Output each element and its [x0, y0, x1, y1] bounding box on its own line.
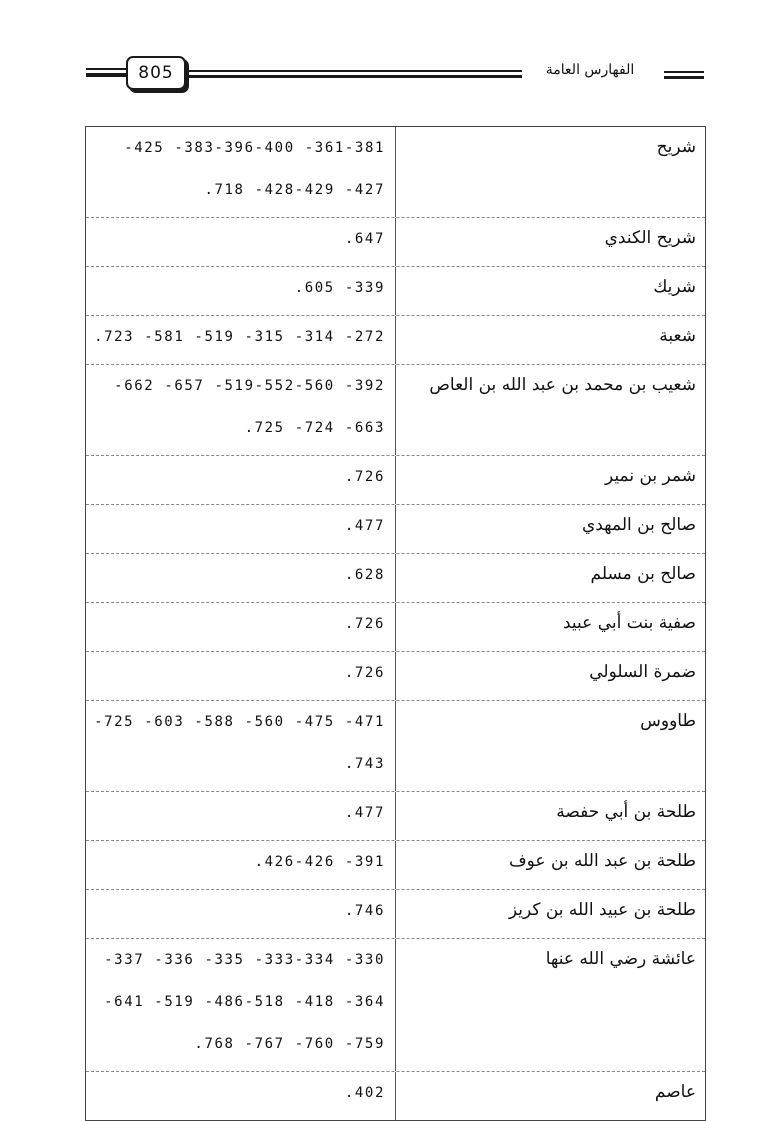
entry-pages — [86, 365, 395, 455]
entry-name: شعيب بن محمد بن عبد الله بن العاص — [395, 365, 705, 455]
entry-pages — [86, 603, 395, 651]
entry-name: عاصم — [395, 1072, 705, 1120]
entry-pages — [86, 939, 395, 1071]
page-refs-line: 361-381- 383-396-400- 425- — [124, 140, 385, 156]
entry-pages — [86, 841, 395, 889]
entry-pages — [86, 267, 395, 315]
index-row — [86, 602, 705, 651]
index-row — [86, 840, 705, 889]
index-row — [86, 889, 705, 938]
page-refs-line: 427- 428-429- 718. — [204, 182, 385, 198]
index-row — [86, 553, 705, 602]
entry-name: شمر بن نمير — [395, 456, 705, 504]
entry-name: شريح — [395, 127, 705, 217]
entry-pages — [86, 218, 395, 266]
page-refs-line: 759- 760- 767- 768. — [194, 1036, 385, 1052]
index-row — [86, 127, 705, 217]
page-refs-line: 391- 426-426. — [254, 854, 385, 870]
page-refs-line: 726. — [344, 469, 385, 485]
entry-pages — [86, 701, 395, 791]
index-row — [86, 364, 705, 455]
page-refs-line: 364- 418- 486-518- 519- 641- — [104, 994, 385, 1010]
entry-name: ضمرة السلولي — [395, 652, 705, 700]
entry-pages — [86, 554, 395, 602]
entry-name: صالح بن مسلم — [395, 554, 705, 602]
index-row — [86, 651, 705, 700]
index-row — [86, 791, 705, 840]
running-header-title: الفهارس العامة — [545, 62, 635, 78]
entry-pages — [86, 792, 395, 840]
index-table — [85, 126, 706, 1121]
entry-name: صفية بنت أبي عبيد — [395, 603, 705, 651]
page-refs-line: 726. — [344, 616, 385, 632]
page-refs-line: 477. — [344, 518, 385, 534]
entry-name: صالح بن المهدي — [395, 505, 705, 553]
page-refs-line: 743. — [344, 756, 385, 772]
page-refs-line: 402. — [344, 1085, 385, 1101]
index-row — [86, 315, 705, 364]
entry-name: عائشة رضي الله عنها — [395, 939, 705, 1071]
entry-name: شريح الكندي — [395, 218, 705, 266]
page-refs-line: 471- 475- 560- 588- 603- 725- — [94, 714, 385, 730]
page-refs-line: 746. — [344, 903, 385, 919]
page-refs-line: 330- 333-334- 335- 336- 337- — [104, 952, 385, 968]
page-refs-line: 726. — [344, 665, 385, 681]
index-row — [86, 700, 705, 791]
entry-name: شعبة — [395, 316, 705, 364]
header-rule-middle — [186, 70, 522, 72]
index-row — [86, 1071, 705, 1120]
header-rule-left — [86, 73, 128, 77]
entry-name: شريك — [395, 267, 705, 315]
page-refs-line: 272- 314- 315- 519- 581- 723. — [94, 329, 385, 345]
entry-pages — [86, 652, 395, 700]
index-row — [86, 504, 705, 553]
index-row — [86, 266, 705, 315]
index-row — [86, 455, 705, 504]
entry-pages — [86, 505, 395, 553]
entry-name: طاووس — [395, 701, 705, 791]
page-refs-line: 392- 519-552-560- 657- 662- — [114, 378, 385, 394]
entry-name: طلحة بن عبد الله بن عوف — [395, 841, 705, 889]
page-refs-line: 339- 605. — [294, 280, 385, 296]
header-rule-middle — [186, 75, 522, 78]
page-number: 805 — [126, 56, 186, 90]
entry-pages — [86, 1072, 395, 1120]
page-refs-line: 647. — [344, 231, 385, 247]
entry-name: طلحة بن عبيد الله بن كريز — [395, 890, 705, 938]
header-rule-left — [86, 68, 128, 70]
header-rule-right — [664, 76, 704, 79]
index-row — [86, 217, 705, 266]
header-rule-right — [664, 71, 704, 73]
entry-pages — [86, 456, 395, 504]
entry-pages — [86, 316, 395, 364]
page-refs-line: 663- 724- 725. — [244, 420, 385, 436]
index-row — [86, 938, 705, 1071]
entry-name: طلحة بن أبي حفصة — [395, 792, 705, 840]
entry-pages — [86, 890, 395, 938]
entry-pages — [86, 127, 395, 217]
page-refs-line: 628. — [344, 567, 385, 583]
page-refs-line: 477. — [344, 805, 385, 821]
